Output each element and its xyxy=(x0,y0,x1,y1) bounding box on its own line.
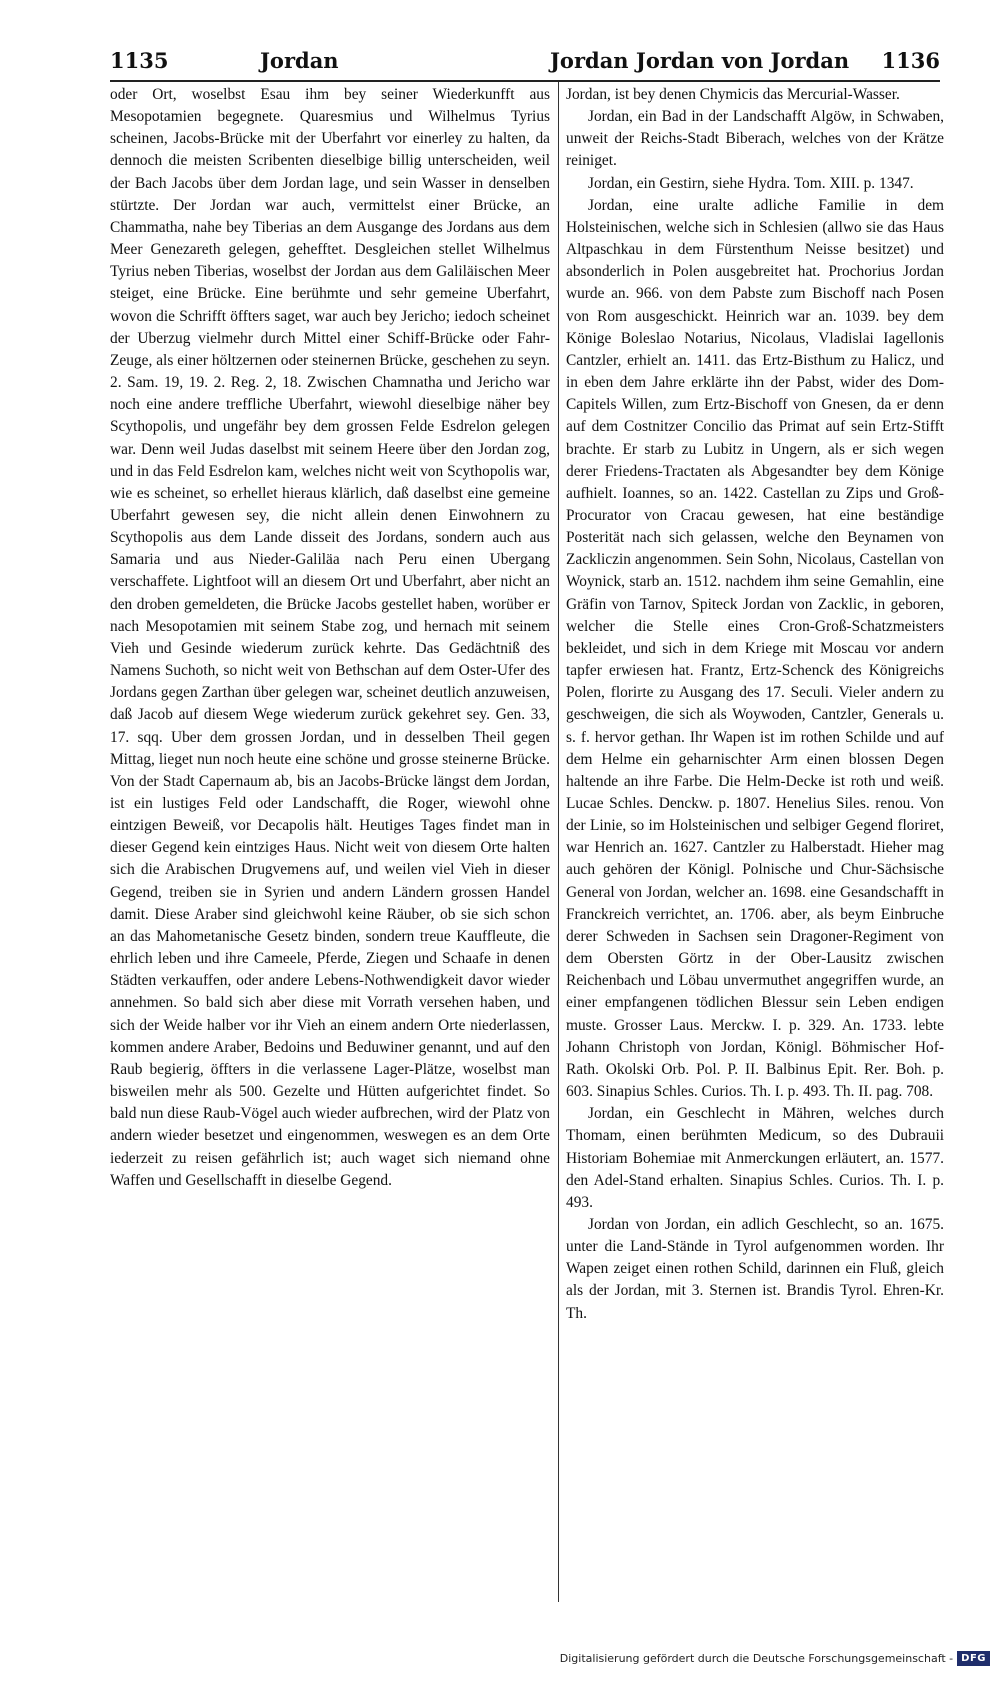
footer-credit-text: Digitalisierung gefördert durch die Deutsche Forschungsgemeinschaft - xyxy=(559,1651,954,1665)
entry-jordan-gestirn: Jordan, ein Gestirn, siehe Hydra. Tom. XIII. p. 1347. xyxy=(588,174,914,192)
entry-jordan-familie-holstein: Jordan, eine uralte adliche Familie in dem Holsteinischen, welche sich in Schlesien (allwo sie das Haus Altpaschkau in dem Fürstenthum Neisse besitzet) und absonderlich in Polen ausgebreitet hat. Prochorius Jordan wurde an. 966. von dem Pabste zum Bischoff nach Posen von Rom ausgeschickt. Heinrich war an. 1039. bey dem Könige Boleslao Notarius, Nicolaus, Vladislai Iagellonis Cantzler, erhielt an. 1411. das Ertz-Bisthum zu Halicz, und in eben dem Jahre erklärte ihn der Pabst, wider des Dom-Capitels Willen, zum Ertz-Bischoff von Gnesen, da er denn auf dem Costnitzer Concilio das Primat auf sein Ertz-Stifft brachte. Er starb zu Lubitz in Ungern, als er sich wegen derer Friedens-Tractaten als Abgesandter bey dem Könige aufhielt. Ioannes, so an. 1422. Castellan zu Zips und Groß-Procurator von Cracau gewesen, hat eine beständige Posterität nach sich gelassen, welche den Beynamen von Zackliczin angenommen. Sein Sohn, Nicolaus, Castellan von Woynick, starb an. 1512. nachdem ihm seine Gemahlin, eine Gräfin von Tarnov, Spiteck Jordan von Zacklic, in geboren, welcher die Stelle eines Cron-Groß-Schatzmeisters bekleidet, und sich in dem Kriege mit Moscau vor andern tapfer erwiesen hat. Frantz, Ertz-Schenck des Königreichs Polen, florirte zu Ausgang des 17. Seculi. Vieler andern zu geschweigen, die sich als Woywoden, Cantzler, Generals u. s. f. hervor gethan. Ihr Wapen ist im rothen Schilde und auf dem Helme ein geharnischter Arm einen blossen Degen haltende an ihre Farbe. Die Helm-Decke ist roth und weiß. Lucae Schles. Denckw. p. 1807. Henelius Siles. renou. Von der Linie, so im Holsteinischen und selbiger Gegend floriret, war Henrich an. 1627. Cantzler zu Halberstadt. Hieher mag auch gehören der Königl. Polnische und Chur-Sächsische General von Jordan, welcher an. 1698. eine Gesandschafft in Franckreich verrichtet, an. 1706. aber, als beym Einbruche derer Schweden in Sachsen sein Dragoner-Regiment von dem Obersten Görtz in der Ober-Lausitz zwischen Reichenbach und Löbau unvermuthet angegriffen wurde, an einer empfangenen tödlichen Blessur sein Leben endigen muste. Grosser Laus. Merckw. I. p. 329. An. 1733. lebte Johann Christoph von Jordan, Königl. Böhmischer Hof-Rath. Okolski Orb. Pol. P. II. Balbinus Epit. Rer. Boh. p. 603. Sinapius Schles. Curios. Th. I. p. 493. Th. II. pag. 708. xyxy=(566,196,944,1101)
entry-jordan-von-jordan: Jordan von Jordan, ein adlich Geschlecht, so an. 1675. unter die Land-Stände in Tyrol aufgenommen worden. Ihr Wapen zeiget einen rothen Schild, darinnen ein Fluß, gleich als der Jordan, mit 3. Sternen ist. Brandis Tyrol. Ehren-Kr. Th. xyxy=(566,1215,944,1322)
left-column-text: oder Ort, woselbst Esau ihm bey seiner Wiederkunfft aus Mesopotamien begegnete. Quaresmius und Wilhelmus Tyrius scheinen, Jacobs-Brücke mit der Uberfahrt vor einerley zu halten, da dennoch die meisten Scribenten dieselbige billig unterscheiden, weil der Bach Jacobs über dem Jordan lage, und sein Wasser in denselben stürtzte. Der Jordan war auch, vermittelst einer Brücke, an Chammatha, nahe bey Tiberias an dem Ausgange des Jordans aus dem Meer Genezareth gelegen, gehefftet. Desgleichen stellet Wilhelmus Tyrius neben Tiberias, woselbst der Jordan aus dem Galiläischen Meer steiget, eine Brücke. Eine berühmte und sehr gemeine Uberfahrt, wovon die Schrifft öffters saget, war auch bey Jericho; iedoch scheinet der Uberzug vielmehr durch Mittel einer Schiff-Brücke oder Fahr-Zeuge, als einer höltzernen oder steinernen Brücke, geschehen zu seyn. 2. Sam. 19, 19. 2. Reg. 2, 18. Zwischen Chamnatha und Jericho war noch eine andere treffliche Uberfahrt, wiewohl dieselbige näher bey Scythopolis, und ungefähr bey dem grossen Felde Esdrelon gelegen war. Denn weil Judas daselbst mit seinem Heere über den Jordan zog, und in das Feld Esdrelon kam, welches nicht weit von Scythopolis war, wie es scheinet, so erhellet hieraus klärlich, daß daselbst eine gemeine Uberfahrt gewesen sey, die nicht allein denen Einwohnern zu Scythopolis aus dem Lande disseit des Jordans, sondern auch aus Samaria und aus Nieder-Galiläa nach Peru einen Ubergang verschaffete. Lightfoot will an diesem Ort und Uberfahrt, aber nicht an den droben gemeldeten, die Brücke Jacobs gestellet haben, worüber er nach Mesopotamien mit seinem Stabe zog, und hernach mit seinem Vieh und Gesinde wiederum zurück kehrte. Das Gedächtniß des Namens Suchoth, so nicht weit von Bethschan auf dem Oster-Ufer des Jordans gegen Zarthan über gelegen war, scheinet deutlich anzuweisen, daß Jacob auf diesem Wege wiederum zurück gekehret sey. Gen. 33, 17. sqq. Uber dem grossen Jordan, und in desselben Theil gegen Mittag, lieget nun noch heute eine schöne und grosse steinerne Brücke. Von der Stadt Capernaum ab, bis an Jacobs-Brücke längst dem Jordan, ist ein lustiges Feld oder Landschafft, die Roger, wiewohl ohne eintzigen Beweiß, vor Decapolis hält. Heutiges Tages findet man in dieser Gegend kein eintziges Haus. Nicht weit von diesem Orte halten sich die Arabischen Drugvemens auf, und weilen viel Vieh in dieser Gegend, treiben sie in Syrien und andern Ländern grossen Handel damit. Diese Araber sind gleichwohl keine Räuber, ob sie sich schon an das Mahometanische Gesetz binden, sondern treue Kauffleute, die ehrlich leben und ihre Cameele, Pferde, Ziegen und Schaafe in denen Städten verkauffen, oder andere Lebens-Nothwendigkeit davor wieder annehmen. So bald sich aber diese mit Vorrath versehen haben, und sich der Weide halber vor ihr Vieh an einem andern Orte niederlassen, kommen andere Araber, Bedoins und Beduwiner genannt, und auf den Raub begierig, öffters in die verlassene Lager-Plätze, woselbst man bisweilen mehr als 500. Gezelte und Hütten aufgerichtet findet. So bald nun diese Raub-Vögel auch wieder aufbrechen, wird der Platz von andern wieder besetzet und eingenommen, weswegen es an dem Orte iederzeit zu reisen gefährlich ist; auch waget sich niemand ohne Waffen und Gesellschafft in dieselbe Gegend. xyxy=(110,86,550,1189)
page-number-left: 1135 xyxy=(110,48,169,73)
right-column xyxy=(566,84,944,1604)
entry-jordan-bad: Jordan, ein Bad in der Landschafft Algöw, in Schwaben, unweit der Reichs-Stadt Biberach, welches von der Krätze reiniget. xyxy=(566,108,944,170)
entry-jordan-mercurial: Jordan, ist bey denen Chymicis das Mercurial-Wasser. xyxy=(566,86,900,103)
page-header xyxy=(110,48,940,78)
dfg-logo-icon: DFG xyxy=(957,1651,990,1666)
left-column xyxy=(110,84,550,1604)
running-head-left: Jordan xyxy=(260,48,339,73)
digitization-footer xyxy=(560,1647,990,1669)
entry-jordan-geschlecht-maehren: Jordan, ein Geschlecht in Mähren, welches durch Thomam, einen berühmten Medicum, so des Dubrauii Historiam Bohemiae mit Anmerckungen erläutert, an. 1577. den Adel-Stand erhalten. Sinapius Schles. Curios. Th. I. p. 493. xyxy=(566,1105,944,1211)
column-divider xyxy=(558,82,559,1602)
header-rule xyxy=(110,80,940,82)
running-head-right: Jordan Jordan von Jordan xyxy=(550,48,850,73)
page-number-right: 1136 xyxy=(881,48,940,73)
